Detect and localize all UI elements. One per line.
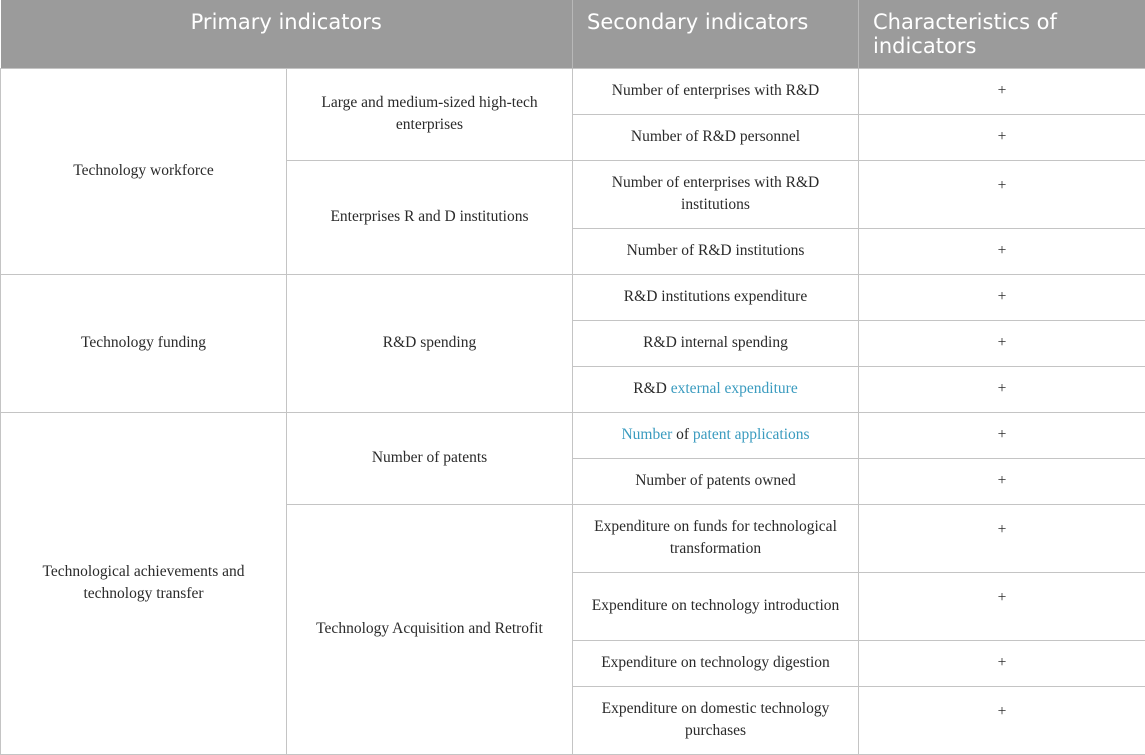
table-row <box>1 412 1145 458</box>
secondary-indicator-cell <box>573 366 859 412</box>
secondary-indicator-cell: Expenditure on technology digestion <box>573 640 859 686</box>
secondary-indicator-cell: Expenditure on funds for technological transformation <box>573 504 859 572</box>
secondary-indicator-cell: Expenditure on technology introduction <box>573 572 859 640</box>
header-row <box>1 0 1145 68</box>
characteristic-cell: + <box>859 68 1145 114</box>
table-row <box>1 274 1145 320</box>
category-cell: Technology Acquisition and Retrofit <box>287 504 573 754</box>
secondary-indicator-cell: Number of enterprises with R&D <box>573 68 859 114</box>
secondary-indicator-cell: R&D institutions expenditure <box>573 274 859 320</box>
secondary-indicator-cell: Number of patents owned <box>573 458 859 504</box>
category-cell: Large and medium-sized high-tech enterprises <box>287 68 573 160</box>
characteristic-cell: + <box>859 686 1145 754</box>
secondary-indicator-cell: Number of R&D personnel <box>573 114 859 160</box>
characteristic-cell: + <box>859 114 1145 160</box>
header-secondary: Secondary indicators <box>573 0 859 68</box>
secondary-indicator-cell: Number of enterprises with R&D institutions <box>573 160 859 228</box>
category-cell: R&D spending <box>287 274 573 412</box>
indicator-text: R&D <box>633 380 670 397</box>
primary-indicator-cell: Technological achievements and technology transfer <box>1 412 287 754</box>
characteristic-cell: + <box>859 640 1145 686</box>
indicator-link[interactable]: external expenditure <box>671 380 798 397</box>
characteristic-cell: + <box>859 228 1145 274</box>
characteristic-cell: + <box>859 412 1145 458</box>
indicator-link[interactable]: patent applications <box>693 426 810 443</box>
characteristic-cell: + <box>859 458 1145 504</box>
characteristic-cell: + <box>859 160 1145 228</box>
primary-indicator-cell: Technology funding <box>1 274 287 412</box>
characteristic-cell: + <box>859 320 1145 366</box>
header-characteristics: Characteristics of indicators <box>859 0 1145 68</box>
indicator-text: of <box>672 426 693 443</box>
table-row <box>1 68 1145 114</box>
primary-indicator-cell: Technology workforce <box>1 68 287 274</box>
indicator-link[interactable]: Number <box>621 426 672 443</box>
category-cell: Enterprises R and D institutions <box>287 160 573 274</box>
characteristic-cell: + <box>859 274 1145 320</box>
category-cell: Number of patents <box>287 412 573 504</box>
secondary-indicator-cell: Expenditure on domestic technology purchases <box>573 686 859 754</box>
characteristic-cell: + <box>859 572 1145 640</box>
secondary-indicator-cell: Number of R&D institutions <box>573 228 859 274</box>
characteristic-cell: + <box>859 366 1145 412</box>
header-primary: Primary indicators <box>1 0 573 68</box>
secondary-indicator-cell: R&D internal spending <box>573 320 859 366</box>
secondary-indicator-cell <box>573 412 859 458</box>
characteristic-cell: + <box>859 504 1145 572</box>
